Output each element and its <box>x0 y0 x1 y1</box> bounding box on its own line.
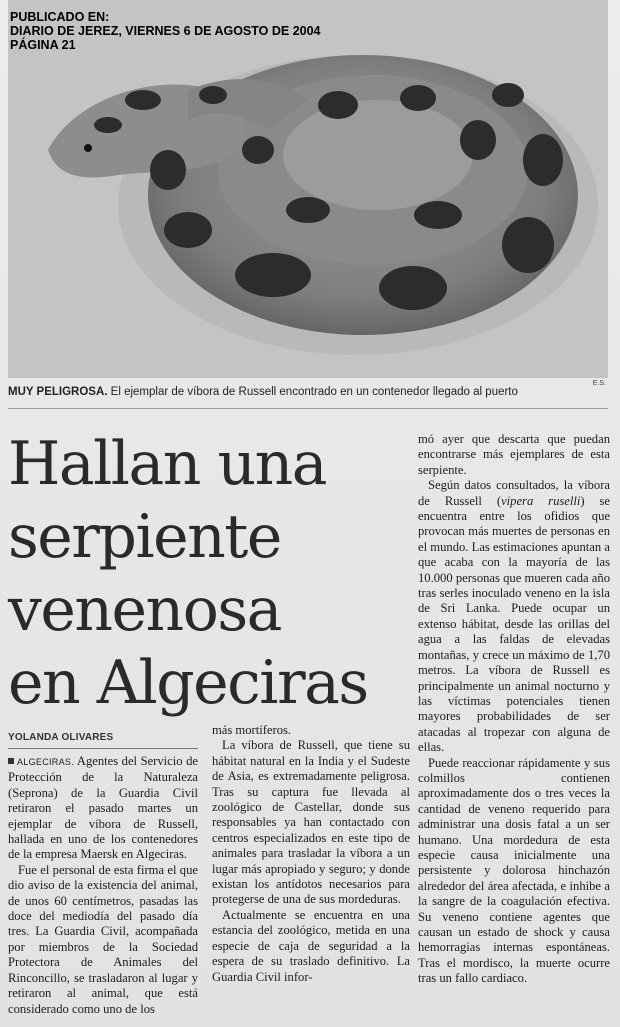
caption-divider <box>8 408 608 409</box>
snake-photo-icon <box>8 0 608 378</box>
headline-line-3: venenosa <box>8 575 281 645</box>
caption-kicker: MUY PELIGROSA. <box>8 386 108 398</box>
dateline-place: ALGECIRAS. <box>17 757 75 767</box>
paragraph-5-part-a: Según datos consultados, la víbora de Russell ( <box>418 478 610 508</box>
photo-credit: E.S. <box>592 380 606 387</box>
article-paragraph <box>418 478 610 755</box>
article-paragraph-continued: más mortíferos. <box>212 723 292 737</box>
publication-line-1: PUBLICADO EN: <box>10 10 110 24</box>
headline-line-4: en Algeciras <box>8 648 368 718</box>
publication-line-3: PÁGINA 21 <box>10 38 76 52</box>
article-paragraph-continued: mó ayer que descarta que puedan encontrarse más ejemplares de esta serpiente. <box>418 432 610 477</box>
paragraph-5-part-b: ) se encuentra entre los ofidios que provocan más muertes de personas en el mundo. Las estimaciones apuntan a que acaba con la mayoría de las 10.000 personas que mueren cada año tras serles inoculado veneno en la isla de Sri Lanka. Puede ocupar un extenso hábitat, desde las orillas del agua a las faldas de elevadas montañas, y crece un máximo de 1,70 metros. La víbora de Russell es principalmente un animal nocturno y las víctimas potenciales tienen mayores probabilidades de ser atacadas al tropezar con alguna de ellas. <box>418 493 611 755</box>
article-column-3 <box>418 432 610 987</box>
bullet-square-icon <box>8 758 14 764</box>
publication-line-2: DIARIO DE JEREZ, VIERNES 6 DE AGOSTO DE 2004 <box>10 24 321 38</box>
article-paragraph: Fue el personal de esta firma el que dio aviso de la existencia del animal, de unos 60 centímetros, pasadas las doce del mediodía del pasado día tres. La Guardia Civil, acompañada por miembros de la Sociedad Protectora de Animales del Rinconcillo, se trasladaron al lugar y retiraron al animal, que está considerado como uno de los <box>8 862 198 1016</box>
paragraph-1-text: Agentes del Servicio de Protección de la Naturaleza (Seprona) de la Guardia Civil retiraron el pasado martes un ejemplar de víbora de Russell, hallada en uno de los contenedores de la empresa Maersk en Algeciras. <box>8 754 198 862</box>
article-column-2 <box>212 723 410 985</box>
byline: YOLANDA OLIVARES <box>8 732 114 743</box>
headline <box>8 428 408 720</box>
article-column-1 <box>8 754 198 1017</box>
article-paragraph <box>8 754 198 863</box>
publication-info <box>10 10 321 52</box>
article-paragraph: La víbora de Russell, que tiene su hábitat natural en la India y el Sudeste de Asia, es extremadamente peligrosa. Tras su captura fue llevada al zoológico de Castellar, donde sus responsables ya han contactado con centros especializados en este tipo de animales para trasladar la víbora a un lugar más apropiado y seguro; y donde existan los antídotos necesarios para protegerse de una de sus mordeduras. <box>212 738 410 907</box>
photo-caption <box>8 386 608 398</box>
snake-photo <box>8 0 608 378</box>
byline-divider <box>8 748 198 749</box>
caption-text: El ejemplar de víbora de Russell encontrado en un contenedor llegado al puerto <box>107 386 518 398</box>
headline-line-1: Hallan una <box>8 429 327 499</box>
species-name: vipera ruselli <box>501 493 581 508</box>
headline-line-2: serpiente <box>8 502 281 572</box>
article-paragraph: Puede reaccionar rápidamente y sus colmillos contienen aproximadamente dos o tres veces la cantidad de veneno requerido para administrar una dosis fatal a un ser humano. Una mordedura de esta especie causa inicialmente una persistente y dolorosa hinchazón alrededor del área afectada, e inhibe a la sangre de la coagulación efectiva. Su veneno contiene agentes que causan un estado de shock y causa hemorragias internas espontáneas. Tras el mordisco, la muerte ocurre tras un fallo cardiaco. <box>418 755 610 986</box>
article-paragraph: Actualmente se encuentra en una estancia del zoológico, metida en una especie de caja de seguridad a la espera de su traslado definitivo. La Guardia Civil infor- <box>212 907 410 984</box>
